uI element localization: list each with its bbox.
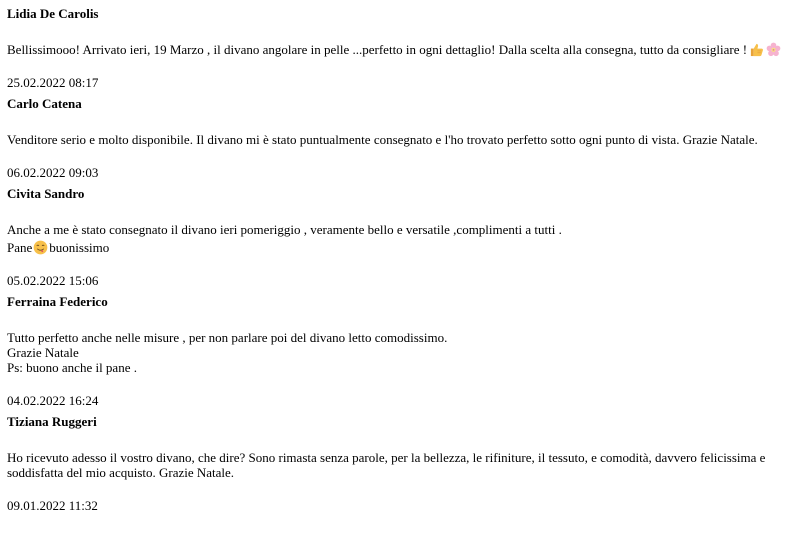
review-text-line: Ps: buono anche il pane . <box>7 360 137 375</box>
review-item <box>7 288 799 408</box>
review-date: 06.02.2022 09:03 <box>7 165 99 180</box>
review-date: 25.02.2022 08:17 <box>7 75 99 90</box>
review-author: Lidia De Carolis <box>7 6 99 21</box>
review-text-line: buonissimo <box>49 240 110 255</box>
review-item <box>7 408 799 513</box>
review-item <box>7 180 799 288</box>
review-text <box>7 222 799 255</box>
review-text-line: Pane <box>7 240 33 255</box>
reviews-list <box>7 0 799 513</box>
review-author: Tiziana Ruggeri <box>7 414 97 429</box>
review-date: 04.02.2022 16:24 <box>7 393 99 408</box>
review-text-line: Tutto perfetto anche nelle misure , per non parlare poi del divano letto comodissimo. <box>7 330 448 345</box>
review-author: Carlo Catena <box>7 96 82 111</box>
savoring-face-icon <box>33 240 48 255</box>
review-text-line: Venditore serio e molto disponibile. Il divano mi è stato puntualmente consegnato e l'ho trovato perfetto sotto ogni punto di vista. Grazie Natale. <box>7 132 758 147</box>
review-item <box>7 90 799 180</box>
review-text-line: Grazie Natale <box>7 345 79 360</box>
review-item <box>7 0 799 90</box>
review-text <box>7 330 799 375</box>
review-text <box>7 42 799 57</box>
review-text-line: Ho ricevuto adesso il vostro divano, che dire? Sono rimasta senza parole, per la bellezza, le rifiniture, il tessuto, e comodità, davvero felicissima e soddisfatta del mio acquisto. Grazie Natale. <box>7 450 766 480</box>
review-text <box>7 450 799 480</box>
review-author: Ferraina Federico <box>7 294 108 309</box>
cherry-blossom-icon <box>766 42 781 57</box>
review-text <box>7 132 799 147</box>
review-text-line: Bellissimooo! Arrivato ieri, 19 Marzo , il divano angolare in pelle ...perfetto in ogni dettaglio! Dalla scelta alla consegna, tutto da consigliare ! <box>7 42 748 57</box>
review-author: Civita Sandro <box>7 186 85 201</box>
review-date: 09.01.2022 11:32 <box>7 498 98 513</box>
review-text-line: Anche a me è stato consegnato il divano ieri pomeriggio , veramente bello e versatile ,complimenti a tutti . <box>7 222 562 237</box>
review-date: 05.02.2022 15:06 <box>7 273 99 288</box>
thumbs-up-icon <box>749 42 764 57</box>
